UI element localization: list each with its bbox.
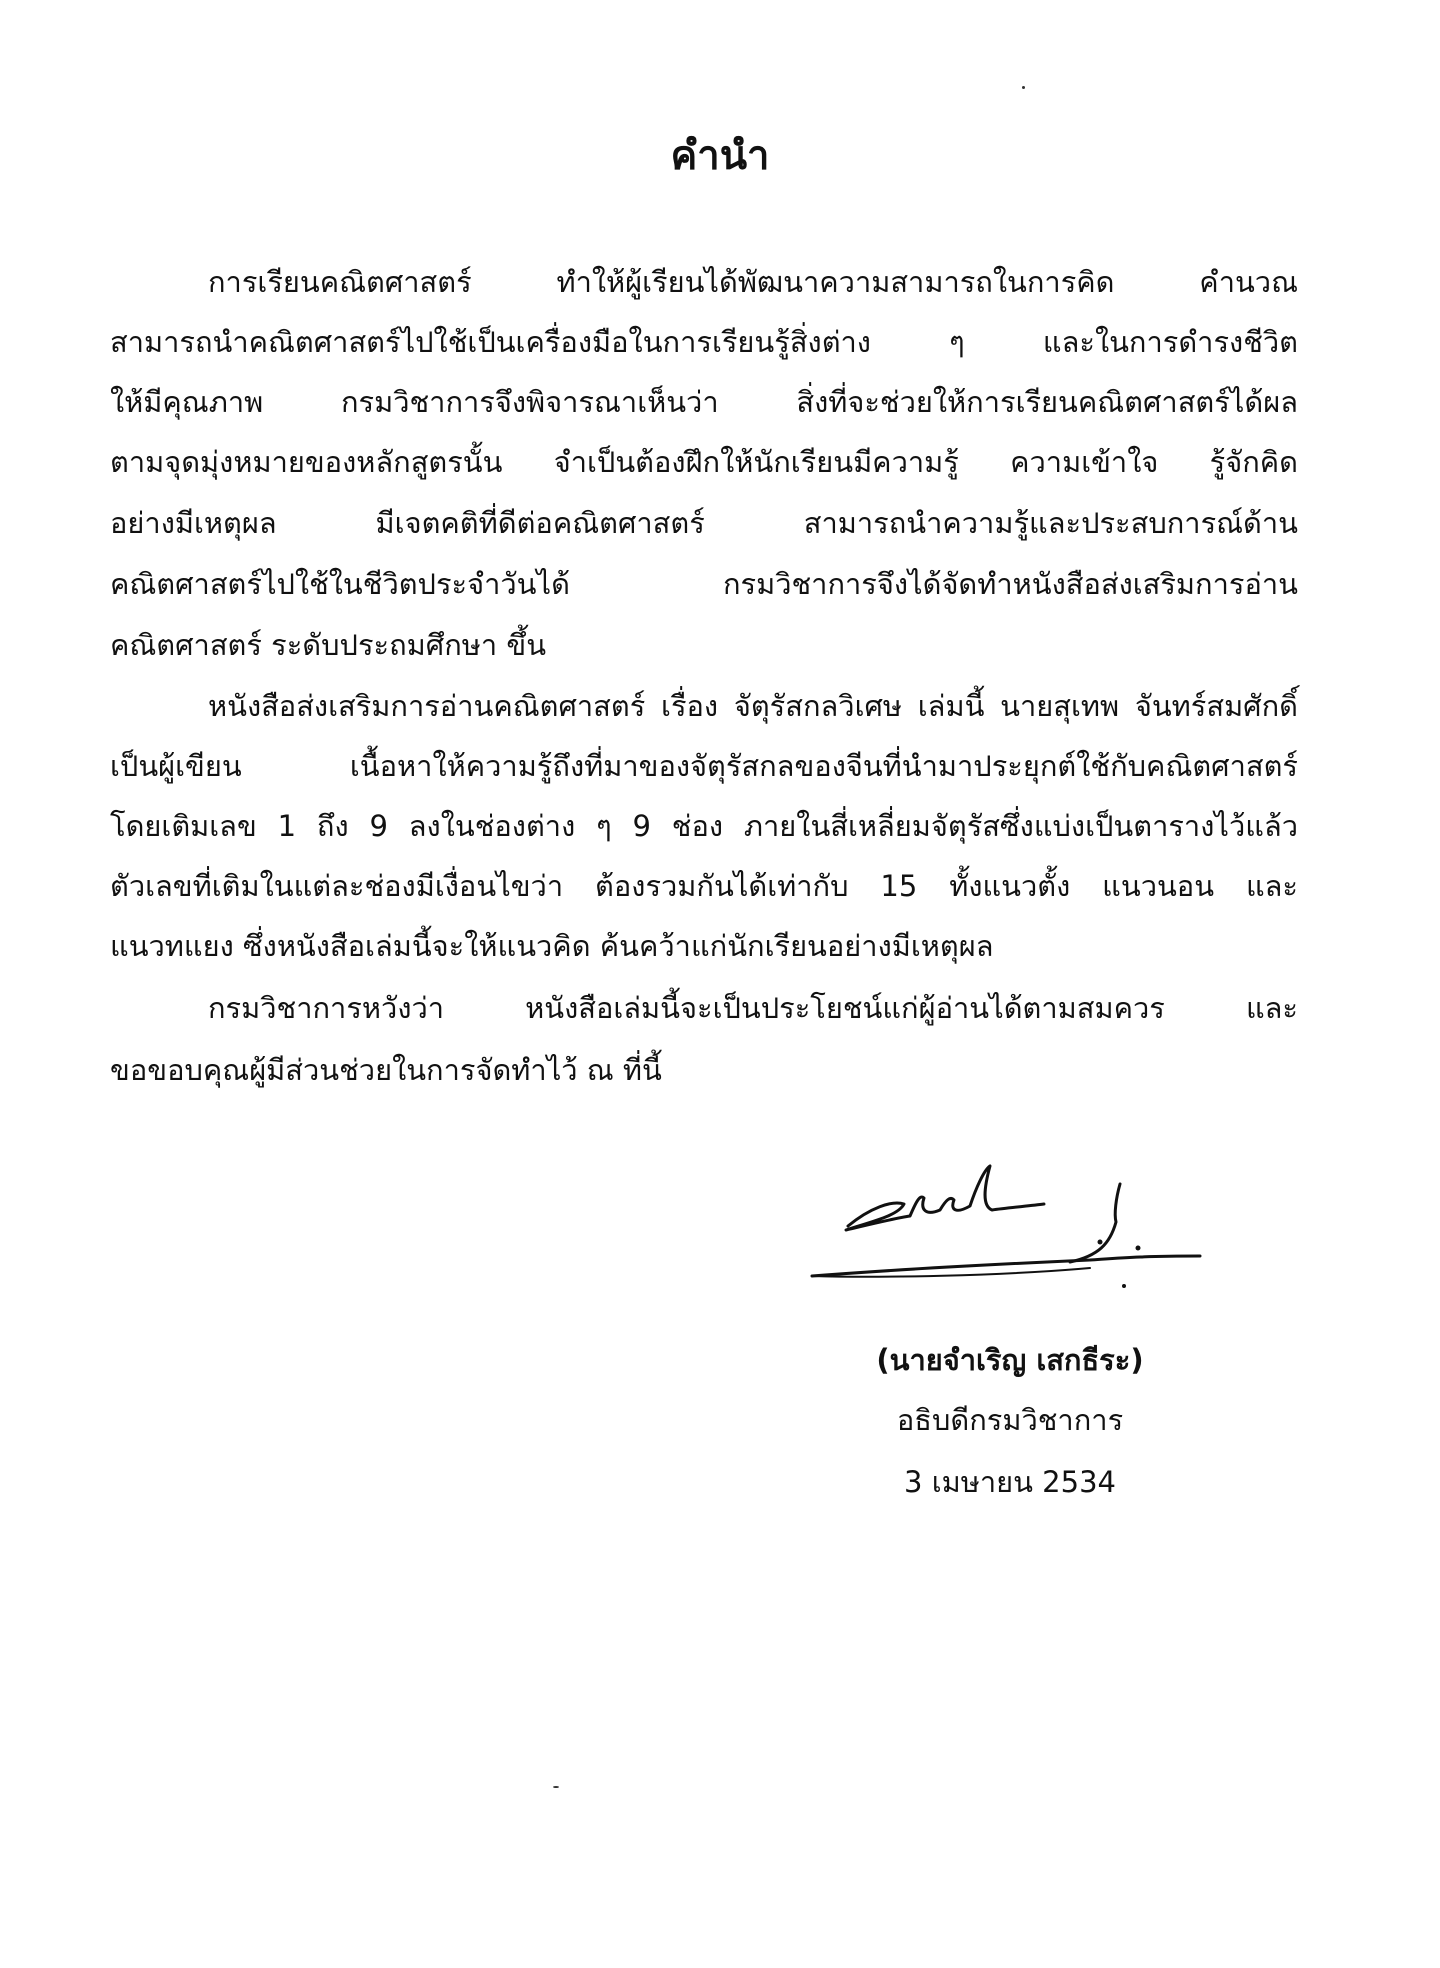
scan-speck: [553, 1786, 559, 1788]
paragraph-line: กรมวิชาการหวังว่า หนังสือเล่มนี้จะเป็นประโยชน์แก่ผู้อ่านได้ตามสมควร และ: [208, 991, 1298, 1025]
paragraph-line: ให้มีคุณภาพ กรมวิชาการจึงพิจารณาเห็นว่า สิ่งที่จะช่วยให้การเรียนคณิตศาสตร์ได้ผล: [110, 385, 1298, 419]
paragraph-line: เป็นผู้เขียน เนื้อหาให้ความรู้ถึงที่มาของจัตุรัสกลของจีนที่นำมาประยุกต์ใช้กับคณิตศาสตร์: [110, 749, 1298, 783]
paragraph-line: หนังสือส่งเสริมการอ่านคณิตศาสตร์ เรื่อง จัตุรัสกลวิเศษ เล่มนี้ นายสุเทพ จันทร์สมศักดิ์: [208, 689, 1298, 723]
paragraph-line: ตามจุดมุ่งหมายของหลักสูตรนั้น จำเป็นต้องฝึกให้นักเรียนมีความรู้ ความเข้าใจ รู้จักคิด: [110, 445, 1298, 479]
paragraph-line: แนวทแยง ซึ่งหนังสือเล่มนี้จะให้แนวคิด ค้นคว้าแก่นักเรียนอย่างมีเหตุผล: [110, 929, 994, 963]
handwritten-signature: [800, 1158, 1220, 1298]
paragraph-line: ตัวเลขที่เติมในแต่ละช่องมีเงื่อนไขว่า ต้องรวมกันได้เท่ากับ 15 ทั้งแนวตั้ง แนวนอน และ: [110, 869, 1298, 903]
paragraph-line: โดยเติมเลข 1 ถึง 9 ลงในช่องต่าง ๆ 9 ช่อง ภายในสี่เหลี่ยมจัตุรัสซึ่งแบ่งเป็นตารางไว้แล้ว: [110, 809, 1298, 843]
paragraph-line: คณิตศาสตร์ไปใช้ในชีวิตประจำวันได้ กรมวิชาการจึงได้จัดทำหนังสือส่งเสริมการอ่าน: [110, 567, 1298, 601]
scan-speck: [1022, 86, 1025, 89]
document-date: 3 เมษายน 2534: [904, 1465, 1116, 1499]
paragraph-line: สามารถนำคณิตศาสตร์ไปใช้เป็นเครื่องมือในการเรียนรู้สิ่งต่าง ๆ และในการดำรงชีวิต: [110, 325, 1298, 359]
paragraph-line: คณิตศาสตร์ ระดับประถมศึกษา ขึ้น: [110, 628, 547, 662]
page-title: คำนำ: [670, 133, 770, 179]
signatory-position: อธิบดีกรมวิชาการ: [896, 1403, 1124, 1437]
paragraph-line: อย่างมีเหตุผล มีเจตคติที่ดีต่อคณิตศาสตร์ สามารถนำความรู้และประสบการณ์ด้าน: [110, 506, 1298, 540]
signatory-name: (นายจำเริญ เสกธีระ): [876, 1343, 1144, 1377]
paragraph-line: การเรียนคณิตศาสตร์ ทำให้ผู้เรียนได้พัฒนาความสามารถในการคิด คำนวณ: [208, 265, 1298, 299]
paragraph-line: ขอขอบคุณผู้มีส่วนช่วยในการจัดทำไว้ ณ ที่นี้: [110, 1053, 662, 1087]
